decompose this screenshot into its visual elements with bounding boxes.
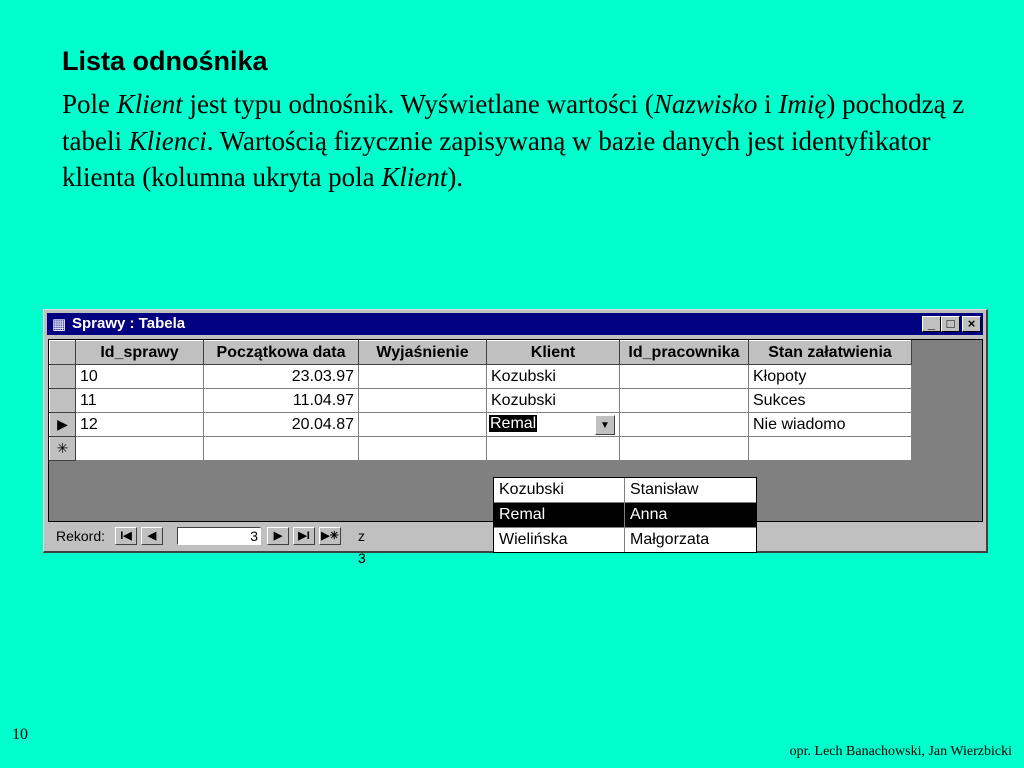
slide-heading: Lista odnośnika xyxy=(62,46,268,76)
table-row xyxy=(50,389,912,413)
cell-poczatkowa-data[interactable] xyxy=(204,437,359,461)
column-header-wyjasnienie[interactable]: Wyjaśnienie xyxy=(359,341,487,365)
new-record-button[interactable]: ▶✳ xyxy=(319,527,341,545)
cell-stan-zalatwienia[interactable]: Kłopoty xyxy=(749,365,912,389)
header-row xyxy=(50,341,912,365)
cell-wyjasnienie[interactable] xyxy=(359,437,487,461)
row-selector[interactable] xyxy=(50,389,76,413)
current-record-input[interactable]: 3 xyxy=(177,527,261,545)
lookup-option[interactable] xyxy=(494,528,756,552)
slide-paragraph xyxy=(62,86,992,196)
maximize-button[interactable]: □ xyxy=(941,316,960,332)
cell-klient[interactable]: Kozubski xyxy=(487,389,620,413)
cell-wyjasnienie[interactable] xyxy=(359,365,487,389)
cell-stan-zalatwienia[interactable] xyxy=(749,437,912,461)
page-number: 10 xyxy=(12,726,28,743)
cell-poczatkowa-data[interactable]: 20.04.87 xyxy=(204,413,359,437)
cell-id-pracownika[interactable] xyxy=(620,365,749,389)
option-first-name: Anna xyxy=(630,506,668,523)
window-title: Sprawy : Tabela xyxy=(72,315,186,332)
paragraph-text-run: jest typu odnośnik. Wyświetlane wartości ( xyxy=(182,89,654,119)
minimize-button[interactable]: _ xyxy=(922,316,941,332)
cell-stan-zalatwienia[interactable]: Nie wiadomo xyxy=(749,413,912,437)
klient-lookup-combobox[interactable] xyxy=(489,415,615,435)
lookup-option-selected[interactable] xyxy=(494,503,756,528)
record-label: Rekord: xyxy=(56,528,106,544)
cell-id-sprawy[interactable]: 11 xyxy=(76,389,204,413)
option-surname: Kozubski xyxy=(494,478,625,502)
current-record-arrow-icon[interactable]: ▶ xyxy=(50,413,76,437)
table-row-new xyxy=(50,437,912,461)
column-header-id-sprawy[interactable]: Id_sprawy xyxy=(76,341,204,365)
table-icon: ▦ xyxy=(52,316,67,333)
close-button[interactable]: × xyxy=(962,316,981,332)
option-surname: Remal xyxy=(494,503,625,527)
option-first-name: Stanisław xyxy=(630,481,699,498)
next-record-button[interactable]: ▶ xyxy=(267,527,289,545)
paragraph-italic-run: Imię xyxy=(778,89,827,119)
dropdown-arrow-icon[interactable]: ▼ xyxy=(595,415,615,435)
row-selector[interactable] xyxy=(50,365,76,389)
option-first-name: Małgorzata xyxy=(630,531,710,548)
cell-klient-combo[interactable] xyxy=(487,413,620,437)
previous-record-button[interactable]: ◀ xyxy=(141,527,163,545)
last-record-button[interactable]: ▶I xyxy=(293,527,315,545)
cell-id-sprawy[interactable]: 12 xyxy=(76,413,204,437)
lookup-option[interactable] xyxy=(494,478,756,503)
cell-id-pracownika[interactable] xyxy=(620,389,749,413)
column-header-poczatkowa-data[interactable]: Początkowa data xyxy=(204,341,359,365)
table-row-current xyxy=(50,413,912,437)
cell-id-pracownika[interactable] xyxy=(620,413,749,437)
paragraph-text-run: Pole xyxy=(62,89,117,119)
cell-id-sprawy[interactable] xyxy=(76,437,204,461)
column-header-stan-zalatwienia[interactable]: Stan załatwienia xyxy=(749,341,912,365)
record-total: z 3 xyxy=(358,528,366,566)
paragraph-text-run: . Wartością fizycznie zapisywaną w bazie danych jest identyfikator klienta (kolumna ukryta pola xyxy=(62,125,931,192)
cell-klient[interactable]: Kozubski xyxy=(487,365,620,389)
access-table-window xyxy=(43,309,988,566)
paragraph-italic-run: Nazwisko xyxy=(653,89,758,119)
combo-value[interactable]: Remal xyxy=(490,414,537,432)
window-titlebar[interactable] xyxy=(47,313,983,335)
cell-wyjasnienie[interactable] xyxy=(359,389,487,413)
datasheet-table xyxy=(49,340,912,461)
paragraph-italic-run: Klienci xyxy=(128,125,207,156)
klient-lookup-list xyxy=(493,477,757,553)
table-row xyxy=(50,365,912,389)
cell-poczatkowa-data[interactable]: 11.04.97 xyxy=(204,389,359,413)
paragraph-italic-run: Klient xyxy=(381,162,448,192)
column-header-klient[interactable]: Klient xyxy=(487,341,620,365)
new-record-star-icon[interactable]: ✳ xyxy=(50,437,76,461)
cell-stan-zalatwienia[interactable]: Sukces xyxy=(749,389,912,413)
cell-id-pracownika[interactable] xyxy=(620,437,749,461)
cell-poczatkowa-data[interactable]: 23.03.97 xyxy=(204,365,359,389)
slide-credit: opr. Lech Banachowski, Jan Wierzbicki xyxy=(789,744,1012,759)
cell-wyjasnienie[interactable] xyxy=(359,413,487,437)
paragraph-text-run: ) pochodzą z tabeli xyxy=(62,89,965,156)
paragraph-italic-run: Klient xyxy=(116,89,183,119)
paragraph-text-run: i xyxy=(757,89,779,119)
cell-id-sprawy[interactable]: 10 xyxy=(76,365,204,389)
select-all-corner[interactable] xyxy=(50,341,76,365)
first-record-button[interactable]: I◀ xyxy=(115,527,137,545)
cell-klient[interactable] xyxy=(487,437,620,461)
option-surname: Wielińska xyxy=(494,528,625,552)
paragraph-text-run: ). xyxy=(447,162,464,192)
column-header-id-pracownika[interactable]: Id_pracownika xyxy=(620,341,749,365)
